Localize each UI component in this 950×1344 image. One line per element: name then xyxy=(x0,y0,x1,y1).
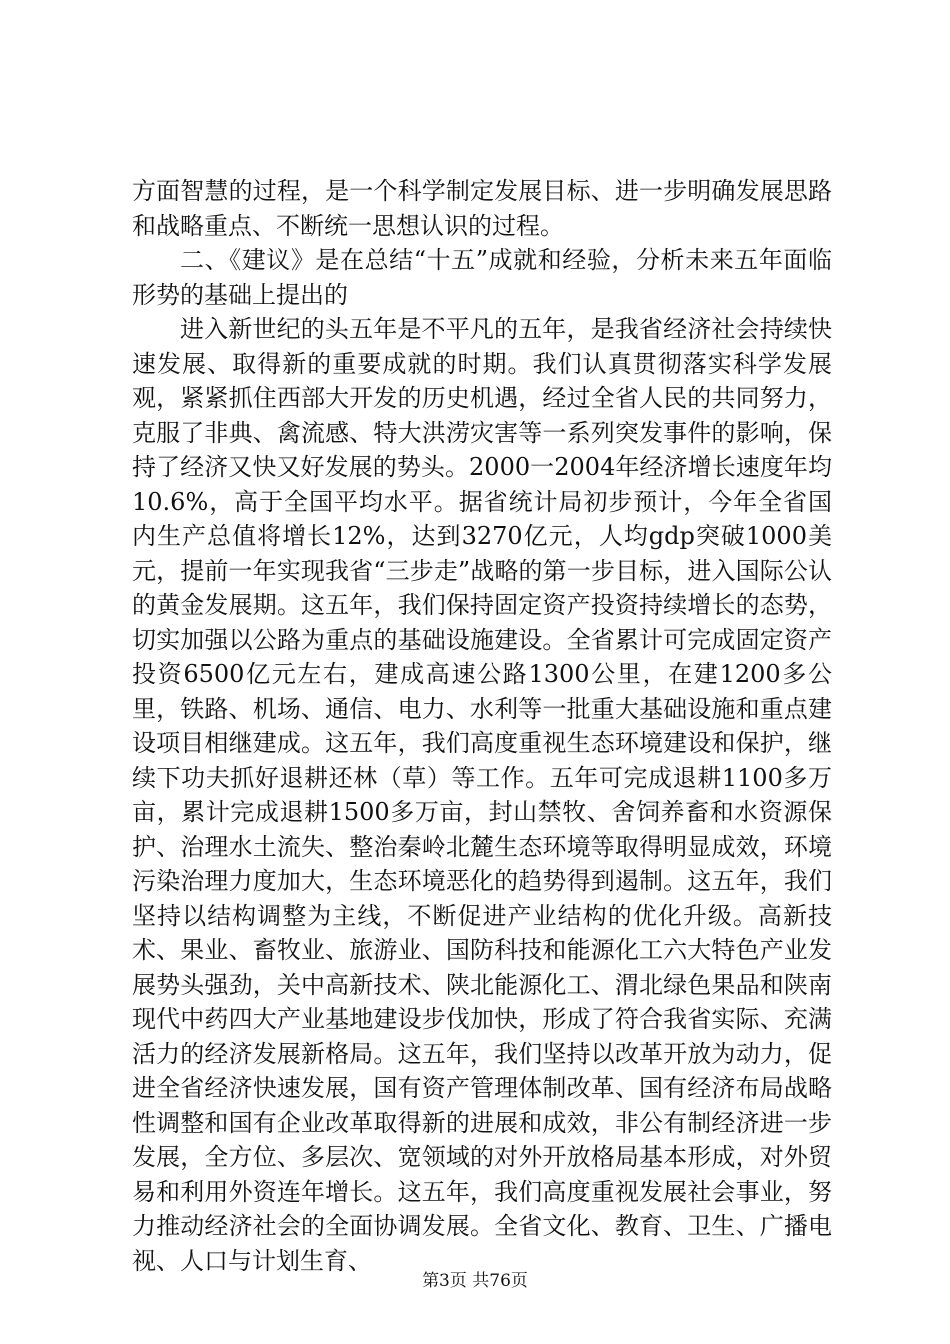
page-number-footer: 第3页 共76页 xyxy=(422,1271,528,1291)
paragraph-continuation: 方面智慧的过程，是一个科学制定发展目标、进一步明确发展思路和战略重点、不断统一思想认识的过程。 xyxy=(132,177,832,240)
paragraph: 进入新世纪的头五年是不平凡的五年，是我省经济社会持续快速发展、取得新的重要成就的时期。我们认真贯彻落实科学发展观，紧紧抓住西部大开发的历史机遇，经过全省人民的共同努力，克服了非典、禽流感、特大洪涝灾害等一系列突发事件的影响，保持了经济又快又好发展的势头。2000一2004年经济增长速度年均10.6%，高于全国平均水平。据省统计局初步预计，今年全省国内生产总值将增长12%，达到3270亿元，人均gdp突破1000美元，提前一年实现我省“三步走”战略的第一步目标，进入国际公认的黄金发展期。这五年，我们保持固定资产投资持续增长的态势，切实加强以公路为重点的基础设施建设。全省累计可完成固定资产投资6500亿元左右，建成高速公路1300公里，在建1200多公里，铁路、机场、通信、电力、水利等一批重大基础设施和重点建设项目相继建成。这五年，我们高度重视生态环境建设和保护，继续下功夫抓好退耕还林（草）等工作。五年可完成退耕1100多万亩，累计完成退耕1500多万亩，封山禁牧、舍饲养畜和水资源保护、治理水土流失、整治秦岭北麓生态环境等取得明显成效，环境污染治理力度加大，生态环境恶化的趋势得到遏制。这五年，我们坚持以结构调整为主线，不断促进产业结构的优化升级。高新技术、果业、畜牧业、旅游业、国防科技和能源化工六大特色产业发展势头强劲，关中高新技术、陕北能源化工、渭北绿色果品和陕南现代中药四大产业基地建设步伐加快，形成了符合我省实际、充满活力的经济发展新格局。这五年，我们坚持以改革开放为动力，促进全省经济快速发展，国有资产管理体制改革、国有经济布局战略性调整和国有企业改革取得新的进展和成效，非公有制经济进一步发展，全方位、多层次、宽领域的对外开放格局基本形成，对外贸易和利用外资连年增长。这五年，我们高度重视发展社会事业，努力推动经济社会的全面协调发展。全省文化、教育、卫生、广播电视、人口与计划生育、 xyxy=(132,315,832,1275)
section-heading: 二、《建议》是在总结“十五”成就和经验，分析未来五年面临形势的基础上提出的 xyxy=(132,246,832,309)
body-text xyxy=(132,174,832,1278)
